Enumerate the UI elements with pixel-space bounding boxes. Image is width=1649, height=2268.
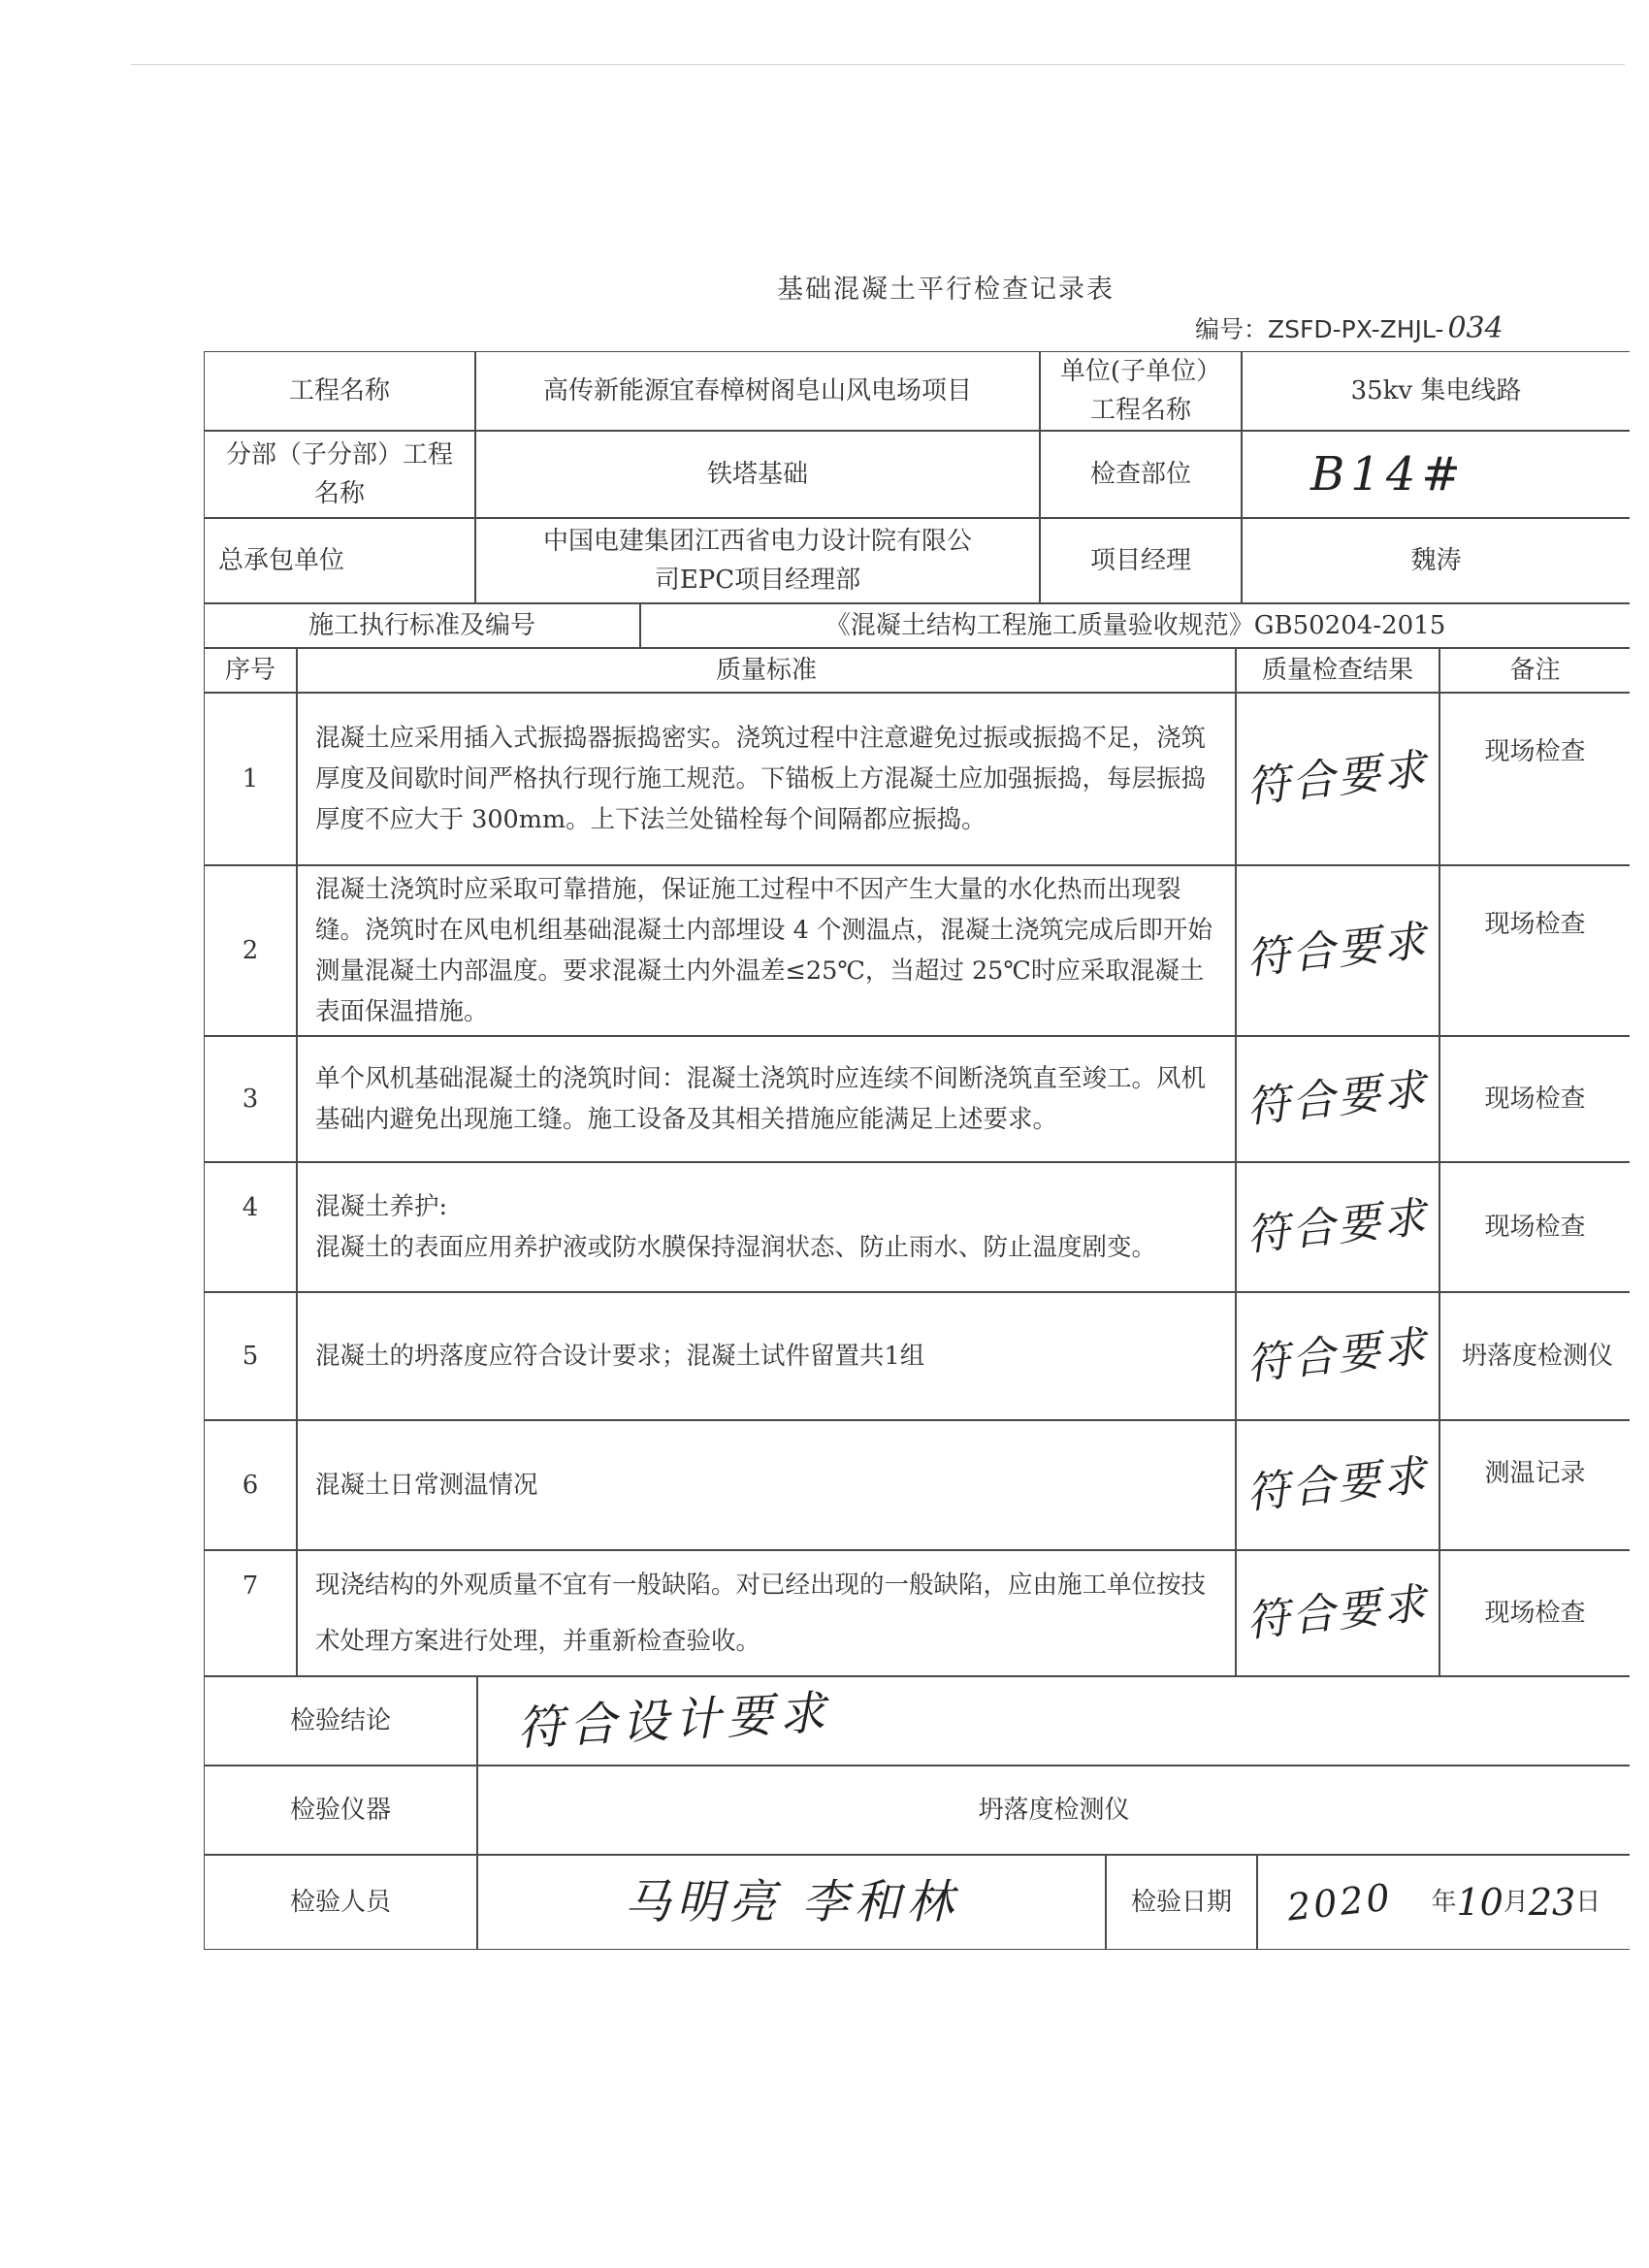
date-year-char: 年 [1431,1888,1457,1917]
inspect-part-value: B14# [1242,431,1630,518]
sub-project-label: 分部（子分部）工程名称 [204,431,475,518]
contractor-value: 中国电建集团江西省电力设计院有限公司EPC项目经理部 [475,518,1040,603]
date-day-char: 日 [1575,1888,1601,1917]
inspector-label: 检验人员 [204,1855,477,1950]
row-3-no: 3 [204,1036,297,1162]
date-year: 2020 [1284,1875,1395,1929]
row-5-result: 符合要求 [1236,1292,1439,1420]
manager-label: 项目经理 [1040,518,1242,603]
date-day: 23 [1528,1881,1576,1924]
col-header-remark: 备注 [1439,648,1630,693]
col-header-result: 质量检查结果 [1236,648,1439,693]
row-2-no: 2 [204,865,297,1036]
inspector-signatures: 马明亮 李和林 [477,1855,1106,1950]
row-2-remark: 现场检查 [1439,865,1630,1036]
row-5-no: 5 [204,1292,297,1420]
date-month-char: 月 [1503,1888,1529,1917]
row-5-standard: 混凝土的坍落度应符合设计要求；混凝土试件留置共1组 [297,1292,1236,1420]
row-6-result: 符合要求 [1236,1420,1439,1550]
row-1-result: 符合要求 [1236,693,1439,865]
row-7-result: 符合要求 [1236,1550,1439,1676]
unit-name-value: 35kv 集电线路 [1242,351,1630,431]
standard-value: 《混凝土结构工程施工质量验收规范》GB50204-2015 [640,603,1630,648]
project-name-label: 工程名称 [204,351,475,431]
row-2-result: 符合要求 [1236,865,1439,1036]
page-title: 基础混凝土平行检查记录表 [777,275,1115,305]
row-2-standard: 混凝土浇筑时应采取可靠措施，保证施工过程中不因产生大量的水化热而出现裂缝。浇筑时在风电机组基础混凝土内部埋设 4 个测温点，混凝土浇筑完成后即开始测量混凝土内部温度。要求混凝土内外温差≤25℃，当超过 25℃时应采取混凝土表面保温措施。 [297,865,1236,1036]
row-1-remark: 现场检查 [1439,693,1630,865]
row-1-no: 1 [204,693,297,865]
standard-label: 施工执行标准及编号 [204,603,640,648]
doc-number-label: 编号：ZSFD-PX-ZHJL- [1195,315,1444,343]
scan-edge-line [131,64,1625,65]
row-5-remark: 坍落度检测仪 [1439,1292,1630,1420]
col-header-standard: 质量标准 [297,648,1236,693]
row-4-result: 符合要求 [1236,1162,1439,1292]
row-3-result: 符合要求 [1236,1036,1439,1162]
date-month: 10 [1456,1881,1504,1924]
row-6-remark: 测温记录 [1439,1420,1630,1550]
unit-name-label: 单位(子单位）工程名称 [1040,351,1242,431]
manager-value: 魏涛 [1242,518,1630,603]
row-7-remark: 现场检查 [1439,1550,1630,1676]
row-6-no: 6 [204,1420,297,1550]
date-value [1257,1855,1630,1950]
sub-project-value: 铁塔基础 [475,431,1040,518]
date-label: 检验日期 [1106,1855,1257,1950]
instrument-label: 检验仪器 [204,1766,477,1855]
conclusion-label: 检验结论 [204,1676,477,1766]
inspection-form [204,351,1630,1950]
inspect-part-label: 检查部位 [1040,431,1242,518]
project-name-value: 高传新能源宜春樟树阁皂山风电场项目 [475,351,1040,431]
conclusion-value: 符合设计要求 [477,1676,1630,1766]
row-4-standard: 混凝土养护: 混凝土的表面应用养护液或防水膜保持湿润状态、防止雨水、防止温度剧变。 [297,1162,1236,1292]
row-4-remark: 现场检查 [1439,1162,1630,1292]
row-7-no: 7 [204,1550,297,1676]
row-3-remark: 现场检查 [1439,1036,1630,1162]
row-4-no: 4 [204,1162,297,1292]
row-6-standard: 混凝土日常测温情况 [297,1420,1236,1550]
row-7-standard: 现浇结构的外观质量不宜有一般缺陷。对已经出现的一般缺陷，应由施工单位按技术处理方案进行处理，并重新检查验收。 [297,1550,1236,1676]
instrument-value: 坍落度检测仪 [477,1766,1630,1855]
doc-number-handwritten: 034 [1447,311,1504,345]
contractor-label: 总承包单位 [204,518,475,603]
col-header-no: 序号 [204,648,297,693]
doc-number [1195,310,1504,345]
row-3-standard: 单个风机基础混凝土的浇筑时间：混凝土浇筑时应连续不间断浇筑直至竣工。风机基础内避免出现施工缝。施工设备及其相关措施应能满足上述要求。 [297,1036,1236,1162]
row-1-standard: 混凝土应采用插入式振捣器振捣密实。浇筑过程中注意避免过振或振捣不足，浇筑厚度及间歇时间严格执行现行施工规范。下锚板上方混凝土应加强振捣，每层振捣厚度不应大于 300mm。上下法兰处锚栓每个间隔都应振捣。 [297,693,1236,865]
